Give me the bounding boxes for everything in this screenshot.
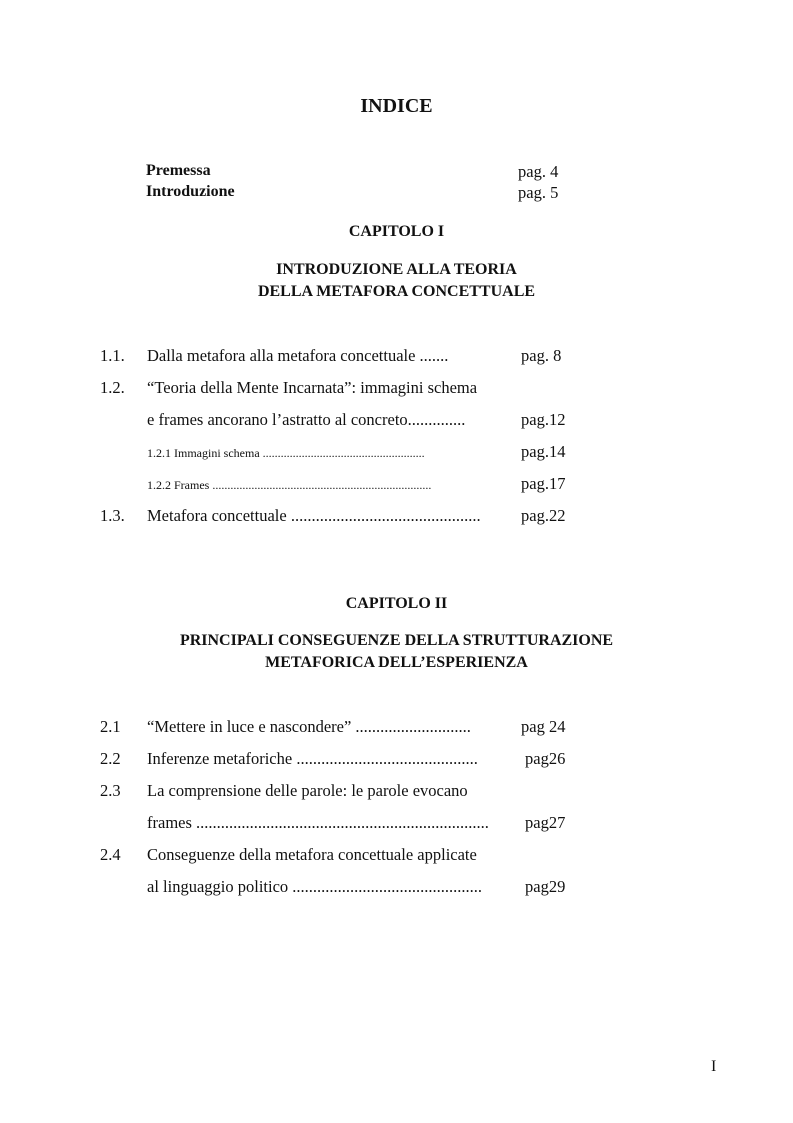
toc-entry-text: Inferenze metaforiche ............................................ [147,749,478,768]
chapter2-title-line1: PRINCIPALI CONSEGUENZE DELLA STRUTTURAZIONE [179,632,614,649]
toc-entry-text: Metafora concettuale .............................................. [147,506,481,525]
chapter1-title-line1: INTRODUZIONE ALLA TEORIA [276,261,517,278]
page-number: I [711,1058,717,1075]
toc-entry-page: pag27 [525,813,566,832]
toc-entry-number: 1.3. [100,506,125,525]
toc-entry-text: frames ....................................................................... [147,813,489,832]
toc-subentry-text: 1.2.1 Immagini schema ...................................................... [147,446,425,460]
toc-entry-page: pag 24 [521,717,566,736]
toc-entry-page: pag.14 [521,442,566,461]
front-page-introduzione: pag. 5 [518,183,559,202]
toc-entry-text: “Mettere in luce e nascondere” ............................ [147,717,471,736]
toc-entry-number: 2.2 [100,749,121,768]
toc-entry-number: 1.1. [100,346,125,365]
front-page-premessa: pag. 4 [518,162,559,181]
toc-entry-page: pag29 [525,877,566,896]
toc-entry-page: pag.22 [521,506,566,525]
chapter1-heading: CAPITOLO I [348,223,445,240]
toc-entry-page: pag.12 [521,410,566,429]
toc-entry-page: pag. 8 [521,346,562,365]
front-label-premessa: Premessa [146,162,211,179]
toc-entry-number: 2.4 [100,845,121,864]
chapter1-title-line2: DELLA METAFORA CONCETTUALE [257,283,536,300]
toc-entry-text: e frames ancorano l’astratto al concreto.............. [147,410,466,429]
front-label-introduzione: Introduzione [146,183,235,200]
toc-entry-text: “Teoria della Mente Incarnata”: immagini schema [147,378,478,397]
toc-entry-text: La comprensione delle parole: le parole evocano [147,781,468,800]
toc-entry-text: Conseguenze della metafora concettuale applicate [147,845,477,864]
toc-entry-text: al linguaggio politico .............................................. [147,877,483,896]
toc-entry-page: pag26 [525,749,566,768]
chapter2-title-line2: METAFORICA DELL’ESPERIENZA [265,654,528,671]
toc-entry-number: 1.2. [100,378,125,397]
toc-entry-text: Dalla metafora alla metafora concettuale ....... [147,346,449,365]
toc-subentry-text: 1.2.2 Frames ......................................................................... [147,478,432,492]
chapter2-heading: CAPITOLO II [345,595,448,612]
toc-entry-number: 2.1 [100,717,121,736]
toc-entry-page: pag.17 [521,474,566,493]
index-title: INDICE [360,95,433,117]
toc-entry-number: 2.3 [100,781,121,800]
